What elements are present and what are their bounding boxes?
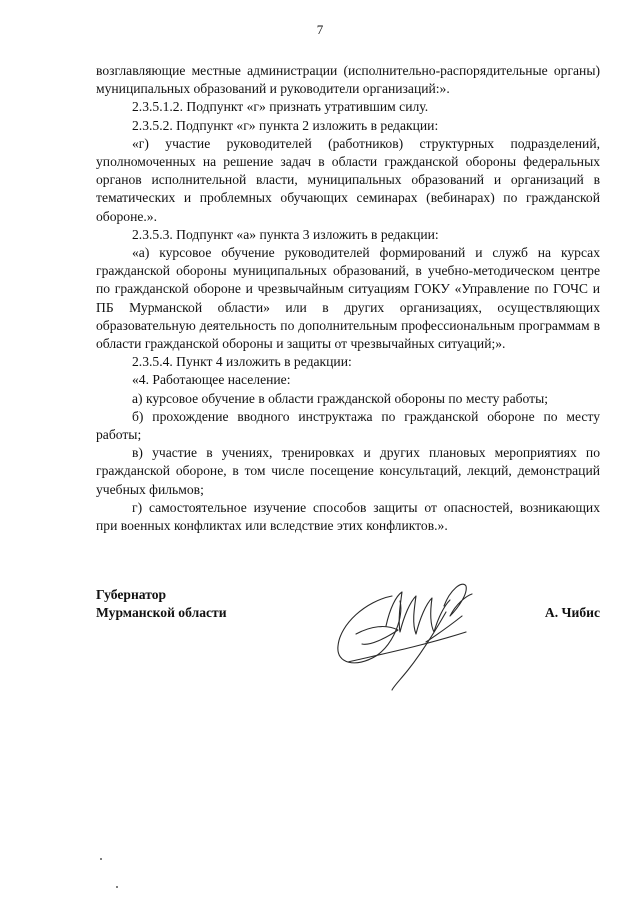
paragraph-8: «4. Работающее население: — [132, 372, 291, 388]
signer-title-line-2: Мурманской области — [96, 605, 227, 620]
paragraph-9: а) курсовое обучение в области гражданской обороны по месту работы; — [132, 390, 549, 406]
paragraph-12: г) самостоятельное изучение способов защиты от опасностей, возникающих при военных конфликтах или вследствие этих конфликтов.». — [96, 499, 600, 534]
paragraph-5: 2.3.5.3. Подпункт «а» пункта 3 изложить в редакции: — [132, 226, 439, 242]
signature-block — [96, 582, 600, 712]
paragraph-1: возглавляющие местные администрации (исполнительно-распорядительные органы) муниципальных образований и руководители организаций:». — [96, 63, 600, 97]
paragraph-6: «а) курсовое обучение руководителей формирований и служб на курсах гражданской обороны муниципальных образований, в учебно-методическом центре по гражданской обороне и чрезвычайным ситуациям ГОКУ «Управление по ГОЧС и ПБ Мурманской области» или в других организациях, осуществляющих образовательную деятельность по дополнительным профессиональным программам в области гражданской обороны и защиты от чрезвычайных ситуаций;». — [96, 245, 600, 352]
scan-speck — [116, 886, 118, 888]
scan-speck — [100, 858, 102, 860]
paragraph-7: 2.3.5.4. Пункт 4 изложить в редакции: — [132, 354, 352, 370]
signer-title-line-1: Губернатор — [96, 587, 167, 602]
paragraph-3: 2.3.5.2. Подпункт «г» пункта 2 изложить в редакции: — [132, 117, 439, 133]
paragraph-4: «г) участие руководителей (работников) структурных подразделений, уполномоченных на решение задач в области гражданской обороны федеральных органов исполнительной власти, муниципальных образований и организаций в тематических и проблемных обучающих семинарах (вебинарах) по гражданской обороне.». — [96, 135, 600, 224]
document-body — [96, 62, 600, 535]
paragraph-10: б) прохождение вводного инструктажа по гражданской обороне по месту работы; — [96, 408, 600, 443]
handwritten-signature — [326, 546, 496, 706]
paragraph-2: 2.3.5.1.2. Подпункт «г» признать утратившим силу. — [132, 99, 429, 115]
signer-title — [96, 586, 227, 622]
signer-name: А. Чибис — [544, 605, 600, 620]
page-number: 7 — [316, 22, 324, 37]
paragraph-11: в) участие в учениях, тренировках и других плановых мероприятиях по гражданской обороне, в том числе посещение консультаций, лекций, демонстраций учебных фильмов; — [96, 445, 600, 497]
